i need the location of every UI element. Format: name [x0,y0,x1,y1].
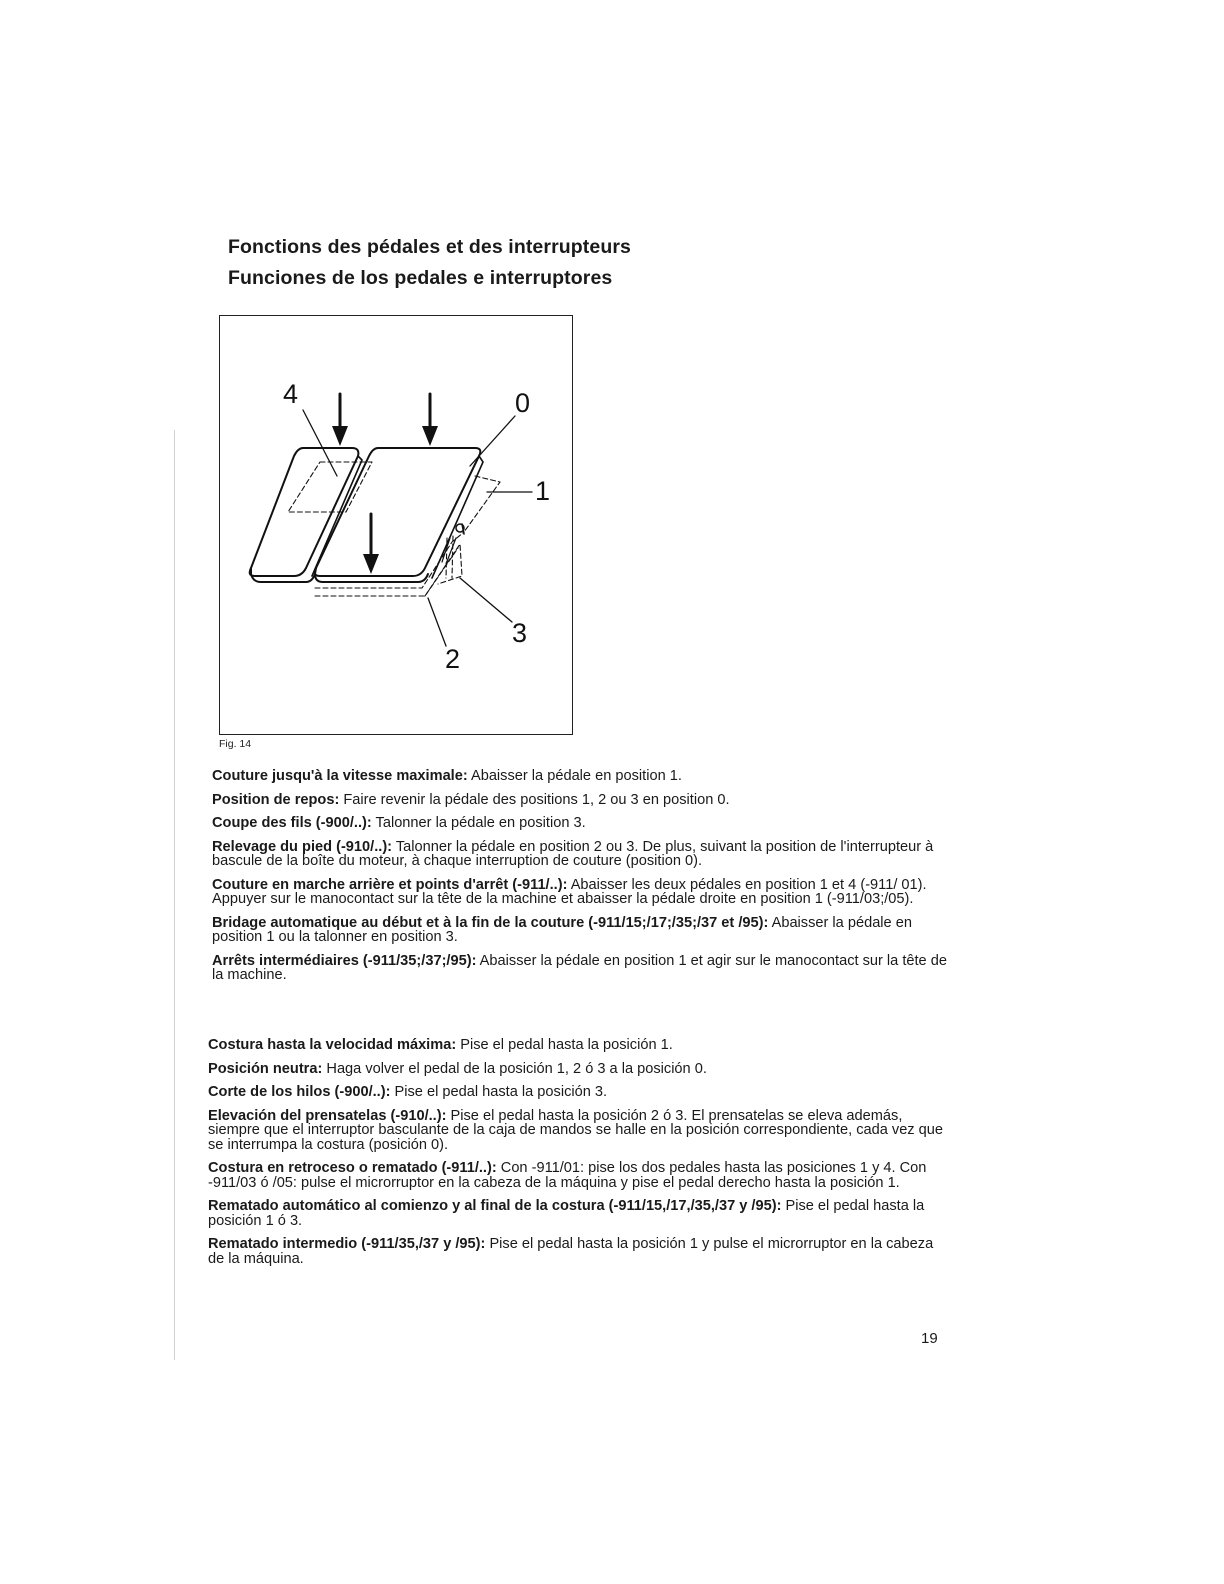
callout-leaders [303,410,532,646]
fr-entry-foot-lift: Relevage du pied (-910/..): Talonner la pédale en position 2 ou 3. De plus, suivant la position de l'interrupteur à bascule de la boîte du moteur, à chaque interruption de couture (position 0). [212,838,934,869]
callout-2: 2 [445,644,461,674]
es-entry-thread-cut: Corte de los hilos (-900/..): Pise el pedal hasta la posición 3. [208,1084,608,1100]
page-number: 19 [921,1330,938,1347]
fr-entry-reverse-sewing: Couture en marche arrière et points d'arrêt (-911/..): Abaisser les deux pédales en position 1 et 4 (-911/ 01). Appuyer sur le manocontact sur la tête de la machine et abaisser la pédale droite en position 1 (-911/03;/05). [212,876,927,907]
fr-entry-rest-position: Position de repos: Faire revenir la pédale des positions 1, 2 ou 3 en position 0. [212,791,730,808]
french-instructions [212,769,948,992]
spanish-instructions [208,1038,944,1275]
es-entry-intermediate-backtack: Rematado intermedio (-911/35,/37 y /95): Pise el pedal hasta la posición 1 y pulse el microrruptor en la cabeza de la máquina. [208,1236,934,1267]
right-pedal [315,448,483,582]
fr-entry-intermediate-stops: Arrêts intermédiaires (-911/35;/37;/95): Abaisser la pédale en position 1 et agir sur le manocontact sur la tête de la machine. [212,952,947,983]
callout-1: 1 [535,476,551,506]
left-pedal [250,448,362,582]
es-entry-max-speed: Costura hasta la velocidad máxima: Pise el pedal hasta la posición 1. [208,1037,673,1053]
es-entry-neutral-position: Posición neutra: Haga volver el pedal de la posición 1, 2 ó 3 a la posición 0. [208,1060,707,1077]
callout-3: 3 [512,618,528,648]
scan-margin-line [174,430,175,1360]
title-block [228,232,868,294]
fr-entry-auto-backtack: Bridage automatique au début et à la fin de la couture (-911/15;/17;/35;/37 et /95): Abaisser la pédale en position 1 ou la talonner en position 3. [212,914,912,945]
fr-entry-max-speed: Couture jusqu'à la vitesse maximale: Abaisser la pédale en position 1. [212,768,682,784]
figure-caption: Fig. 14 [219,738,252,750]
es-entry-auto-backtack: Rematado automático al comienzo y al final de la costura (-911/15,/17,/35,/37 y /95): Pise el pedal hasta la posición 1 ó 3. [208,1198,925,1229]
title-french: Fonctions des pédales et des interrupteurs [228,236,631,258]
callout-4: 4 [283,379,299,409]
es-entry-presser-lift: Elevación del prensatelas (-910/..): Pise el pedal hasta la posición 2 ó 3. El prensatelas se eleva además, siempre que el interruptor basculante de la caja de mandos se halle en la posición correspondiente, cada vez que se interrumpa la costura (posición 0). [208,1107,944,1153]
fr-entry-thread-cut: Coupe des fils (-900/..): Talonner la pédale en position 3. [212,815,586,831]
es-entry-reverse-sewing: Costura en retroceso o rematado (-911/..): Con -911/01: pise los dos pedales hasta las posiciones 1 y 4. Con -911/03 ó /05: pulse el microrruptor en la cabeza de la máquina y pise el pedal derecho hasta la posición 1. [208,1160,927,1191]
title-spanish: Funciones de los pedales e interruptores [228,267,613,289]
pedal-illustration [220,316,574,736]
figure-pedal-diagram [219,315,573,735]
callout-0: 0 [515,388,531,418]
